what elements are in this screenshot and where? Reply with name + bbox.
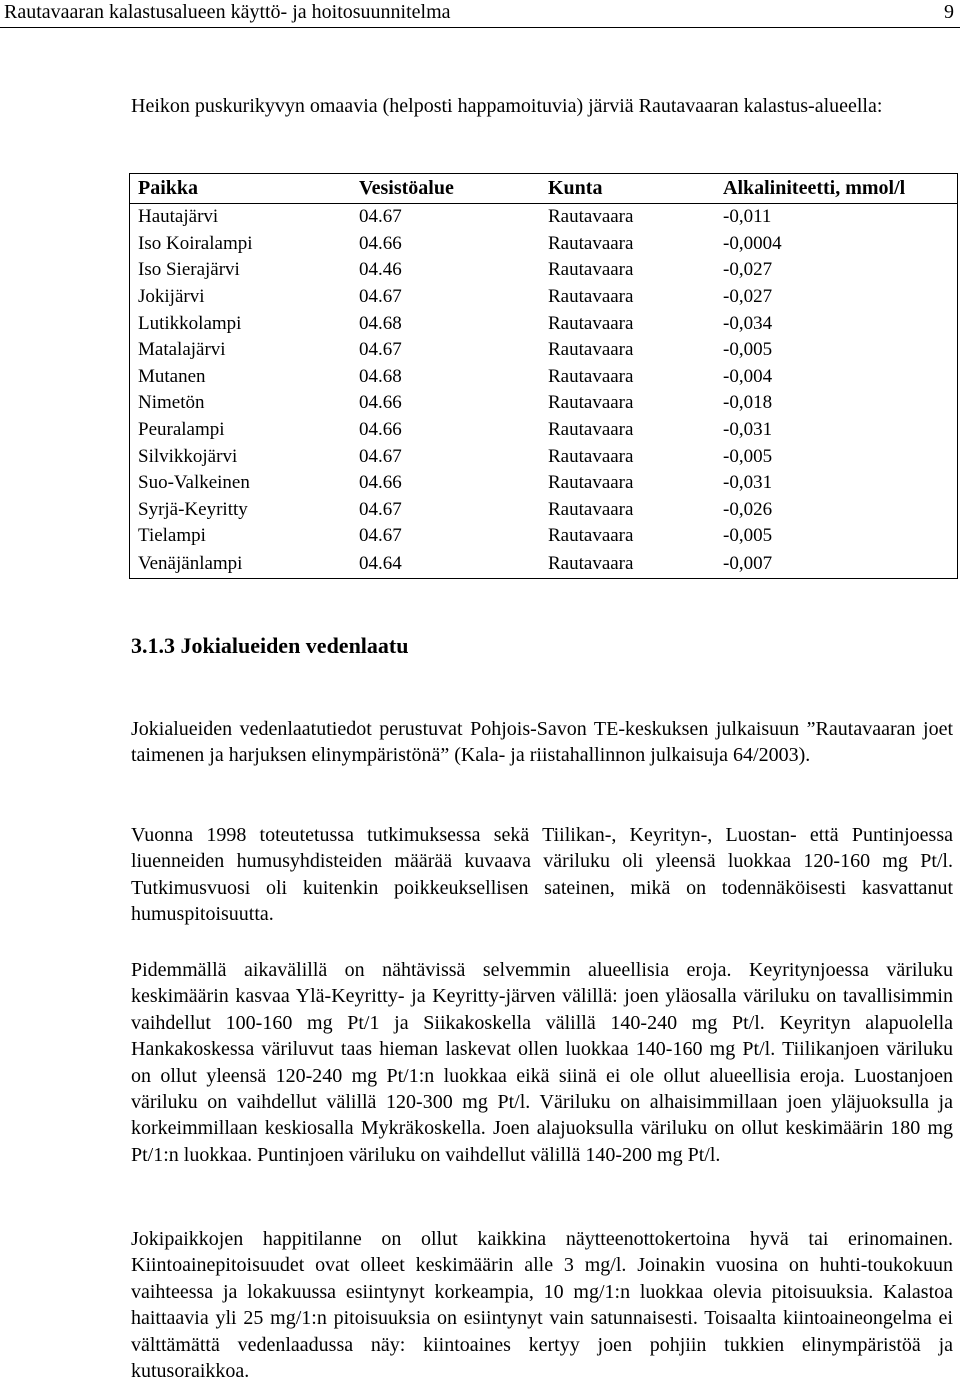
column-header-vesistoalue: Vesistöalue [351, 174, 540, 204]
column-header-kunta: Kunta [540, 174, 715, 204]
intro-text: Heikon puskurikyvyn omaavia (helposti happamoituvia) järviä Rautavaaran kalastus-alueella: [131, 95, 883, 117]
section-heading: 3.1.3 Jokialueiden vedenlaatu [131, 633, 409, 658]
table-row [130, 257, 958, 284]
cell-kunta: Rautavaara [548, 339, 634, 361]
cell-paikka: Silvikkojärvi [138, 445, 238, 467]
table-row [130, 364, 958, 391]
cell-paikka: Hautajärvi [138, 206, 219, 228]
cell-kunta: Rautavaara [548, 392, 634, 414]
cell-paikka: Tielampi [138, 525, 206, 547]
cell-paikka: Syrjä-Keyritty [138, 498, 248, 520]
cell-paikka: Venäjänlampi [138, 552, 243, 574]
column-header-alkaliniteetti: Alkaliniteetti, mmol/l [715, 174, 958, 204]
cell-vesistoalue: 04.68 [359, 365, 402, 387]
table-row [130, 550, 958, 579]
cell-vesistoalue: 04.64 [359, 552, 402, 574]
cell-vesistoalue: 04.68 [359, 312, 402, 334]
paragraph-source: Jokialueiden vedenlaatutiedot perustuvat Pohjois-Savon TE-keskuksen julkaisuun ”Rautavaaran joet taimenen ja harjuksen elinympäristönä” (Kala- ja riistahallinnon julkaisuja 64/2003). [131, 718, 953, 767]
table-row [130, 390, 958, 417]
table-row [130, 310, 958, 337]
cell-alkaliniteetti: -0,011 [723, 206, 772, 228]
cell-paikka: Mutanen [138, 365, 206, 387]
cell-kunta: Rautavaara [548, 365, 634, 387]
cell-kunta: Rautavaara [548, 445, 634, 467]
cell-paikka: Iso Koiralampi [138, 232, 253, 254]
cell-vesistoalue: 04.67 [359, 286, 402, 308]
cell-kunta: Rautavaara [548, 419, 634, 441]
cell-vesistoalue: 04.66 [359, 232, 402, 254]
cell-alkaliniteetti: -0,0004 [723, 232, 782, 254]
cell-paikka: Jokijärvi [138, 286, 205, 308]
cell-alkaliniteetti: -0,026 [723, 498, 773, 520]
cell-vesistoalue: 04.67 [359, 525, 402, 547]
table-row [130, 443, 958, 470]
table-row [130, 204, 958, 231]
page-header [0, 0, 960, 28]
paragraph-oxygen-solids: Jokipaikkojen happitilanne on ollut kaikkina näytteenottokertoina hyvä tai erinomainen. Kiintoainepitoisuudet ovat olleet keskimäärin alle 3 mg/l. Joinakin vuosina on huhti-toukokuun vaihteessa ja lokakuussa esiintynyt korkeampia, 10 mg/1:n luokkaa olevia pitoisuuksia. Kalastoa haittaavia yli 25 mg/1:n pitoisuuksia on esiintynyt vain satunnaisesti. Toisaalta kiintoaineongelma ei välttämättä vedenlaadussa näy: kiintoaines kertyy joen pohjiin tukkien elinympäristöä ja kutusoraikkoa. [131, 1228, 953, 1383]
cell-paikka: Suo-Valkeinen [138, 472, 250, 494]
table-row [130, 417, 958, 444]
cell-vesistoalue: 04.67 [359, 445, 402, 467]
cell-vesistoalue: 04.67 [359, 498, 402, 520]
cell-paikka: Nimetön [138, 392, 205, 414]
cell-paikka: Lutikkolampi [138, 312, 242, 334]
cell-alkaliniteetti: -0,031 [723, 419, 773, 441]
cell-vesistoalue: 04.66 [359, 472, 402, 494]
cell-kunta: Rautavaara [548, 498, 634, 520]
paragraph-1998-study: Vuonna 1998 toteutetussa tutkimuksessa sekä Tiilikan-, Keyrityn-, Luostan- että Puntinjoessa liuenneiden humusyhdisteiden määrää kuvaava väriluku oli yleensä luokkaa 120-160 mg Pt/l. Tutkimusvuosi oli kuitenkin poikkeuksellisen sateinen, mikä on todennäköisesti kasvattanut humuspitoisuutta. [131, 824, 953, 926]
cell-vesistoalue: 04.66 [359, 419, 402, 441]
cell-vesistoalue: 04.66 [359, 392, 402, 414]
table-row [130, 231, 958, 258]
cell-alkaliniteetti: -0,034 [723, 312, 773, 334]
cell-paikka: Matalajärvi [138, 339, 226, 361]
cell-kunta: Rautavaara [548, 206, 634, 228]
cell-alkaliniteetti: -0,031 [723, 472, 773, 494]
table-row [130, 497, 958, 524]
cell-kunta: Rautavaara [548, 232, 634, 254]
cell-paikka: Peuralampi [138, 419, 225, 441]
cell-kunta: Rautavaara [548, 312, 634, 334]
cell-alkaliniteetti: -0,005 [723, 525, 773, 547]
table-header-row [130, 174, 958, 204]
header-divider [0, 27, 960, 28]
cell-alkaliniteetti: -0,027 [723, 286, 773, 308]
cell-vesistoalue: 04.67 [359, 339, 402, 361]
table-row [130, 284, 958, 311]
cell-alkaliniteetti: -0,018 [723, 392, 773, 414]
cell-alkaliniteetti: -0,004 [723, 365, 773, 387]
cell-kunta: Rautavaara [548, 552, 634, 574]
cell-alkaliniteetti: -0,027 [723, 259, 773, 281]
table-row [130, 337, 958, 364]
cell-alkaliniteetti: -0,005 [723, 339, 773, 361]
cell-vesistoalue: 04.67 [359, 206, 402, 228]
paragraph-regional-differences: Pidemmällä aikavälillä on nähtävissä selvemmin alueellisia eroja. Keyritynjoessa väriluku keskimäärin kasvaa Ylä-Keyritty- ja Keyritty-järven välillä: joen yläosalla väriluku on tavallisimmin vaihdellut 100-160 mg Pt/1 ja Siikakoskella välillä 140-240 mg Pt/l. Keyrityn alapuolella Hankakoskessa väriluvut taas hieman laskevat ollen luokkaa 140-160 mg Pt/l. Tiilikanjoen väriluku on ollut yleensä 120-240 mg Pt/1:n luokkaa eikä siinä ei ole ollut alueellisia eroja. Luostanjoen väriluku on vaihdellut välillä 120-300 mg Pt/l. Väriluku on alhaisimmillaan joen yläjuoksulla ja korkeimmillaan keskiosalla Mykräkoskella. Joen alajuoksulla väriluku on ollut keskimäärin 180 mg Pt/1:n luokkaa. Puntinjoen väriluku on vaihdellut välillä 140-200 mg Pt/l. [131, 959, 953, 1166]
page-number: 9 [944, 1, 954, 23]
document-title: Rautavaaran kalastusalueen käyttö- ja hoitosuunnitelma [4, 1, 451, 23]
cell-kunta: Rautavaara [548, 259, 634, 281]
column-header-paikka: Paikka [130, 174, 352, 204]
cell-alkaliniteetti: -0,007 [723, 552, 773, 574]
alkalinity-table [129, 173, 958, 579]
cell-paikka: Iso Sierajärvi [138, 259, 240, 281]
cell-alkaliniteetti: -0,005 [723, 445, 773, 467]
table-row [130, 470, 958, 497]
cell-kunta: Rautavaara [548, 525, 634, 547]
cell-vesistoalue: 04.46 [359, 259, 402, 281]
cell-kunta: Rautavaara [548, 472, 634, 494]
table-row [130, 523, 958, 550]
cell-kunta: Rautavaara [548, 286, 634, 308]
